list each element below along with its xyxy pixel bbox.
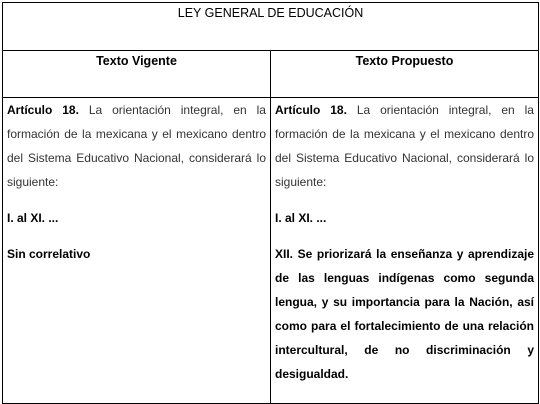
current-article-text: La orientación integral, en la formación de la mexicana y el mexicano dentro del Sistema Educativo Nacional, considerará lo siguiente: bbox=[7, 103, 266, 189]
proposed-new-fraction: XII. Se priorizará la enseñanza y aprendizaje de las lenguas indígenas como segunda lengua, y su importancia para la Nación, así como para el fortalecimiento de una relación intercultural, de no discriminación y desigualdad. bbox=[275, 247, 534, 381]
header-row bbox=[3, 51, 539, 98]
current-article-label: Artículo 18. bbox=[7, 103, 79, 117]
proposed-article-label: Artículo 18. bbox=[275, 103, 347, 117]
column-header-proposed: Texto Propuesto bbox=[271, 51, 539, 98]
column-header-current: Texto Vigente bbox=[3, 51, 271, 98]
content-row bbox=[3, 98, 539, 404]
current-article-paragraph bbox=[7, 98, 266, 194]
table-title: LEY GENERAL DE EDUCACIÓN bbox=[3, 3, 539, 51]
law-comparison-table bbox=[2, 2, 539, 404]
proposed-article-paragraph bbox=[275, 98, 534, 194]
proposed-article-text: La orientación integral, en la formación de la mexicana y el mexicano dentro del Sistema Educativo Nacional, considerará lo siguiente: bbox=[275, 103, 534, 189]
proposed-text-cell bbox=[271, 98, 539, 404]
current-text-cell bbox=[3, 98, 271, 404]
proposed-fractions: I. al XI. ... bbox=[275, 211, 327, 225]
title-row bbox=[3, 3, 539, 51]
current-fractions: I. al XI. ... bbox=[7, 211, 59, 225]
current-no-correlative: Sin correlativo bbox=[7, 247, 91, 261]
